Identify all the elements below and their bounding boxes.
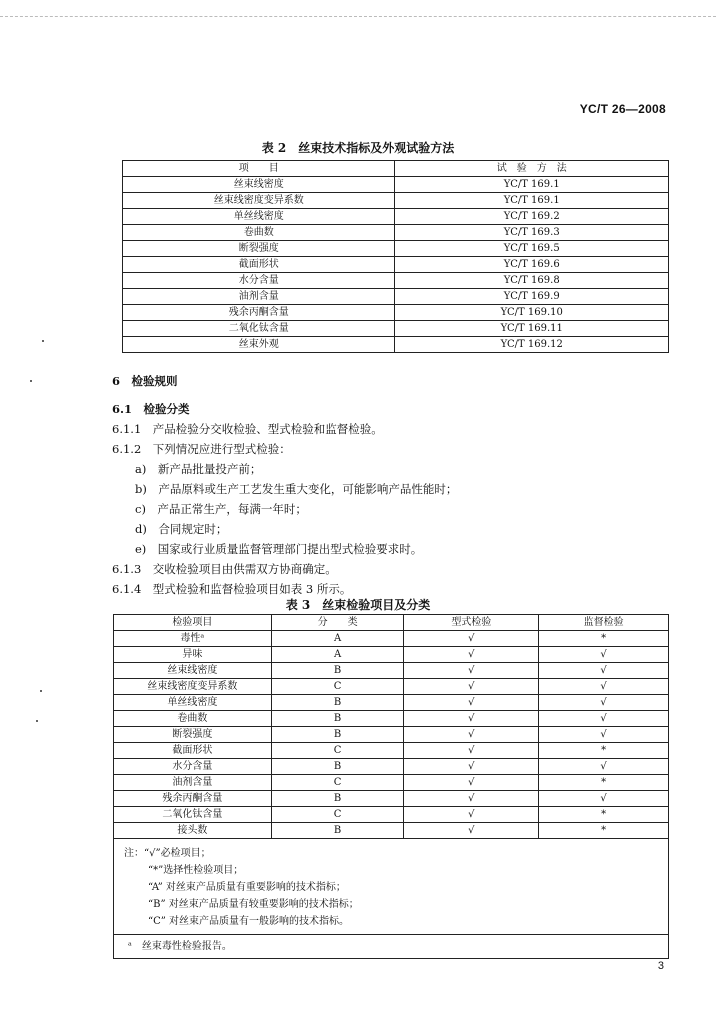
table2-header-item: 项 目 xyxy=(123,161,395,177)
table3-cell: √ xyxy=(404,823,539,839)
table2-row xyxy=(123,257,669,273)
table2-row xyxy=(123,289,669,305)
page-number: 3 xyxy=(657,960,664,972)
table2-row xyxy=(123,337,669,353)
table3-cell: √ xyxy=(404,679,539,695)
table3-header-row xyxy=(114,615,669,631)
clause-6-1-2: 6.1.2 下列情况应进行型式检验： xyxy=(112,442,291,456)
table3-cell: √ xyxy=(539,663,669,679)
table2-cell: YC/T 169.3 xyxy=(395,225,669,241)
table3-cell: C xyxy=(271,743,404,759)
table3-cell: √ xyxy=(539,711,669,727)
table3-row xyxy=(114,647,669,663)
table3-row xyxy=(114,711,669,727)
list-item-e: e) 国家或行业质量监督管理部门提出型式检验要求时。 xyxy=(135,542,423,556)
table3-cell: * xyxy=(539,823,669,839)
table2-row xyxy=(123,241,669,257)
table2-row xyxy=(123,209,669,225)
note-line: “C” 对丝束产品质量有一般影响的技术指标。 xyxy=(148,916,350,927)
table3-cell: √ xyxy=(539,759,669,775)
table3-cell: * xyxy=(539,743,669,759)
table2-cell: 残余丙酮含量 xyxy=(123,305,395,321)
table2-cell: 截面形状 xyxy=(123,257,395,273)
table3-cell: 接头数 xyxy=(114,823,272,839)
table2-cell: 水分含量 xyxy=(123,273,395,289)
table3-cell: * xyxy=(539,631,669,647)
table3-cell: 毒性ᵃ xyxy=(114,631,272,647)
table3-cell: 油剂含量 xyxy=(114,775,272,791)
table3-header-supervision-test: 监督检验 xyxy=(539,615,669,631)
table3-cell: B xyxy=(271,727,404,743)
table2-cell: 单丝线密度 xyxy=(123,209,395,225)
table2-cell: 油剂含量 xyxy=(123,289,395,305)
table2-cell: YC/T 169.10 xyxy=(395,305,669,321)
table3-cell: A xyxy=(271,631,404,647)
table3-row xyxy=(114,679,669,695)
table3-cell: √ xyxy=(404,791,539,807)
table2-row xyxy=(123,305,669,321)
table2 xyxy=(122,160,669,353)
table2-cell: YC/T 169.5 xyxy=(395,241,669,257)
table3-cell: * xyxy=(539,807,669,823)
list-item-a: a) 新产品批量投产前； xyxy=(135,462,262,476)
table3-caption: 表 3 丝束检验项目及分类 xyxy=(285,598,431,612)
note-line: “B” 对丝束产品质量有较重要影响的技术指标； xyxy=(148,899,359,910)
clause-6-1-1: 6.1.1 产品检验分交收检验、型式检验和监督检验。 xyxy=(112,422,383,436)
list-item-b: b) 产品原料或生产工艺发生重大变化，可能影响产品性能时； xyxy=(135,482,458,496)
table2-cell: YC/T 169.1 xyxy=(395,177,669,193)
table3-cell: B xyxy=(271,823,404,839)
table3-cell: √ xyxy=(404,807,539,823)
table3-header-item: 检验项目 xyxy=(114,615,272,631)
table2-cell: YC/T 169.9 xyxy=(395,289,669,305)
table3-row xyxy=(114,743,669,759)
table3-cell: √ xyxy=(404,775,539,791)
table2-cell: 丝束线密度 xyxy=(123,177,395,193)
table3-cell: B xyxy=(271,791,404,807)
section-6-heading: 6 检验规则 xyxy=(112,374,178,388)
table3-cell: 二氧化钛含量 xyxy=(114,807,272,823)
margin-dot xyxy=(40,690,42,692)
table3-row xyxy=(114,807,669,823)
table2-cell: YC/T 169.2 xyxy=(395,209,669,225)
table3 xyxy=(113,614,669,959)
table3-cell: C xyxy=(271,679,404,695)
table3-row xyxy=(114,775,669,791)
table2-cell: YC/T 169.11 xyxy=(395,321,669,337)
margin-dot xyxy=(42,340,44,342)
table3-cell: √ xyxy=(404,759,539,775)
table3-cell: 断裂强度 xyxy=(114,727,272,743)
top-rule xyxy=(0,16,716,17)
table3-cell: B xyxy=(271,663,404,679)
table3-notes-row xyxy=(114,839,669,935)
table3-cell: 异味 xyxy=(114,647,272,663)
table2-cell: 卷曲数 xyxy=(123,225,395,241)
table2-cell: 丝束线密度变异系数 xyxy=(123,193,395,209)
note-line: “*”选择性检验项目； xyxy=(148,865,244,876)
table2-header-row xyxy=(123,161,669,177)
table3-cell: B xyxy=(271,759,404,775)
table3-cell: √ xyxy=(404,663,539,679)
table2-row xyxy=(123,273,669,289)
table3-cell: √ xyxy=(404,743,539,759)
table3-row xyxy=(114,663,669,679)
table3-cell: √ xyxy=(404,695,539,711)
table3-cell: √ xyxy=(539,695,669,711)
table3-cell: √ xyxy=(539,647,669,663)
table3-cell: A xyxy=(271,647,404,663)
table2-cell: YC/T 169.1 xyxy=(395,193,669,209)
clause-6-1-3: 6.1.3 交收检验项目由供需双方协商确定。 xyxy=(112,562,337,576)
table2-cell: 断裂强度 xyxy=(123,241,395,257)
table3-cell: 卷曲数 xyxy=(114,711,272,727)
clause-6-1-4: 6.1.4 型式检验和监督检验项目如表 3 所示。 xyxy=(112,582,352,596)
table2-row xyxy=(123,321,669,337)
table3-cell: √ xyxy=(404,631,539,647)
note-line: “A” 对丝束产品质量有重要影响的技术指标； xyxy=(148,882,346,893)
table3-footnote-row xyxy=(114,935,669,959)
table3-row xyxy=(114,823,669,839)
table3-cell: √ xyxy=(404,647,539,663)
table3-cell: B xyxy=(271,695,404,711)
table3-row xyxy=(114,727,669,743)
table2-cell: YC/T 169.8 xyxy=(395,273,669,289)
table3-row xyxy=(114,695,669,711)
table2-header-method: 试 验 方 法 xyxy=(395,161,669,177)
table2-cell: 二氧化钛含量 xyxy=(123,321,395,337)
margin-dot xyxy=(36,720,38,722)
table3-cell: 水分含量 xyxy=(114,759,272,775)
table3-row xyxy=(114,759,669,775)
table3-header-class: 分 类 xyxy=(271,615,404,631)
table3-notes xyxy=(114,839,669,935)
table3-cell: √ xyxy=(404,727,539,743)
list-item-c: c) 产品正常生产，每满一年时； xyxy=(135,502,307,516)
table3-cell: 截面形状 xyxy=(114,743,272,759)
table3-cell: * xyxy=(539,775,669,791)
table3-cell: C xyxy=(271,775,404,791)
table3-row xyxy=(114,791,669,807)
table2-body xyxy=(123,177,669,353)
table3-cell: B xyxy=(271,711,404,727)
margin-dot xyxy=(30,380,32,382)
table3-cell: 残余丙酮含量 xyxy=(114,791,272,807)
list-item-d: d) 合同规定时； xyxy=(135,522,228,536)
table3-cell: √ xyxy=(539,727,669,743)
table3-cell: √ xyxy=(539,679,669,695)
table3-cell: 丝束线密度 xyxy=(114,663,272,679)
section-6-1-heading: 6.1 检验分类 xyxy=(112,402,190,416)
table3-cell: 丝束线密度变异系数 xyxy=(114,679,272,695)
table2-cell: 丝束外观 xyxy=(123,337,395,353)
note-line: 注：“√”必检项目； xyxy=(124,848,211,859)
table3-cell: C xyxy=(271,807,404,823)
table2-cell: YC/T 169.12 xyxy=(395,337,669,353)
table2-row xyxy=(123,193,669,209)
table3-footnote: ᵃ 丝束毒性检验报告。 xyxy=(114,935,669,959)
table2-cell: YC/T 169.6 xyxy=(395,257,669,273)
table2-row xyxy=(123,177,669,193)
table3-row xyxy=(114,631,669,647)
table3-cell: 单丝线密度 xyxy=(114,695,272,711)
table3-header-type-test: 型式检验 xyxy=(404,615,539,631)
standard-code: YC/T 26—2008 xyxy=(579,102,666,116)
table3-body xyxy=(114,631,669,839)
table2-caption: 表 2 丝束技术指标及外观试验方法 xyxy=(261,141,455,155)
table2-row xyxy=(123,225,669,241)
table3-cell: √ xyxy=(404,711,539,727)
table3-cell: √ xyxy=(539,791,669,807)
